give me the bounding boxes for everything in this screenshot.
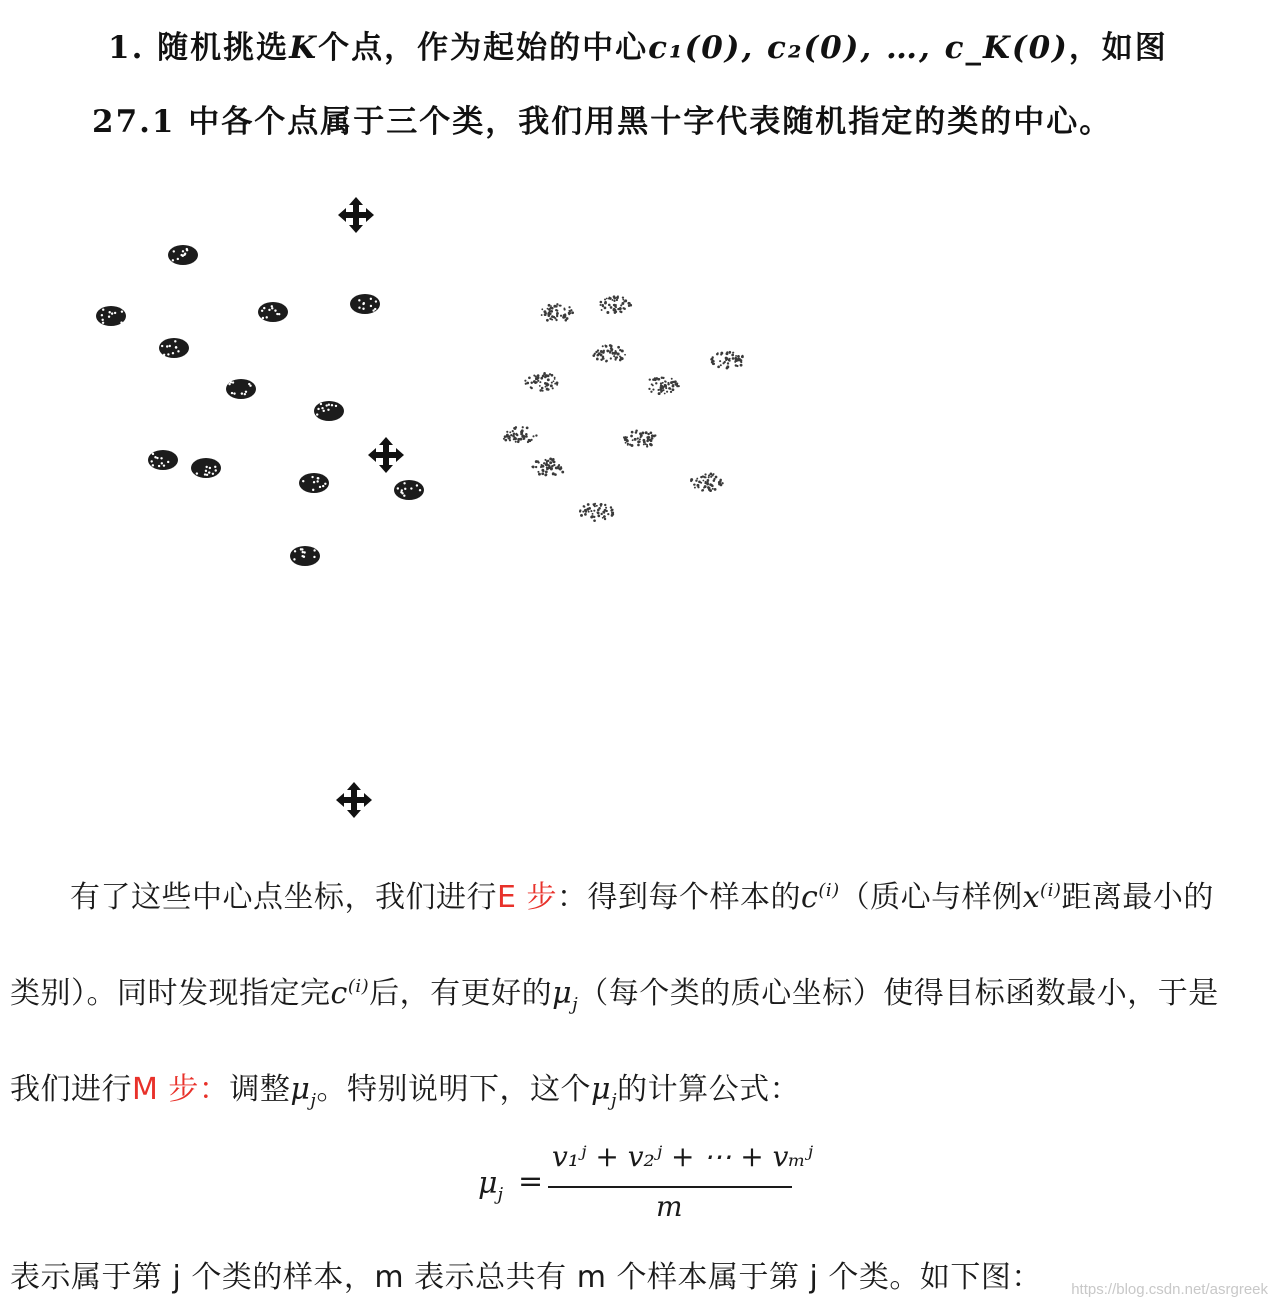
header-line-1 <box>108 22 1168 67</box>
fraction-bar <box>548 1186 792 1188</box>
formula-lhs <box>478 1166 503 1205</box>
symbol-c: c <box>801 880 819 915</box>
center-cross-icon <box>338 197 374 233</box>
watermark: https://blog.csdn.net/asrgreek <box>1071 1281 1268 1298</box>
text: （每个类的质心坐标）使得目标函数最小，于是 <box>578 976 1219 1011</box>
dark-point <box>191 458 221 478</box>
dark-point <box>258 302 288 322</box>
superscript-i: (i) <box>818 880 840 901</box>
header-text: 1. 随机挑选 <box>108 30 290 66</box>
light-point <box>623 430 657 448</box>
cluster-scatter-figure <box>0 170 800 830</box>
text: 后，有更好的 <box>369 976 553 1011</box>
subscript-j: j <box>310 1090 317 1111</box>
light-point <box>599 295 632 314</box>
header-line-2: 27.1 中各个点属于三个类，我们用黑十字代表随机指定的类的中心。 <box>92 104 1113 140</box>
paragraph-line-4: 表示属于第 j 个类的样本，m 表示总共有 m 个样本属于第 j 个类。如下图： <box>10 1260 1042 1295</box>
formula-denominator: m <box>656 1190 683 1223</box>
text: 的计算公式： <box>617 1072 801 1107</box>
dark-point <box>394 480 424 500</box>
light-point <box>592 344 626 362</box>
subscript-j: j <box>497 1184 504 1205</box>
symbol-k: K <box>289 30 319 66</box>
dark-point <box>350 294 380 314</box>
superscript-i: (i) <box>1040 880 1062 901</box>
text: 调整 <box>229 1072 291 1107</box>
symbol-c: c <box>330 976 348 1011</box>
center-cross-icon <box>368 437 404 473</box>
light-point <box>531 458 564 477</box>
text: ：得到每个样本的 <box>557 880 801 915</box>
center-cross-icon <box>336 782 372 818</box>
text: 类别）。同时发现指定完 <box>10 976 331 1011</box>
subscript-j: j <box>611 1090 618 1111</box>
header-text: ，如图 <box>1068 30 1168 66</box>
light-point <box>648 376 680 395</box>
text: 有了这些中心点坐标，我们进行 <box>70 880 497 915</box>
equals-sign: = <box>518 1164 544 1199</box>
dark-point <box>96 306 126 326</box>
dark-point <box>226 379 256 399</box>
dark-point <box>168 245 198 265</box>
text: 距离最小的 <box>1061 880 1214 915</box>
light-point <box>710 351 744 369</box>
dark-point <box>148 450 178 470</box>
formula-numerator: v₁ʲ + v₂ʲ + ⋯ + vₘʲ <box>552 1140 814 1173</box>
text: 。特别说明下，这个 <box>316 1072 592 1107</box>
dark-point <box>314 401 344 421</box>
light-point <box>690 472 724 492</box>
paragraph-line-1 <box>70 872 1214 916</box>
symbol-x: x <box>1022 880 1041 915</box>
centers-notation: c₁(0), c₂(0), …, c_K(0) <box>648 30 1069 66</box>
superscript-i: (i) <box>347 976 370 997</box>
symbol-mu: μ <box>591 1072 612 1107</box>
text: （质心与样例 <box>839 880 1023 915</box>
dark-point <box>290 546 320 566</box>
symbol-mu: μ <box>552 976 573 1011</box>
m-step-label: M 步： <box>132 1072 230 1107</box>
light-point <box>503 426 538 443</box>
paragraph-line-2 <box>10 968 1219 1015</box>
light-point <box>524 372 558 392</box>
light-point <box>541 303 574 322</box>
paragraph-line-3 <box>10 1064 800 1111</box>
symbol-mu: μ <box>290 1072 311 1107</box>
header-text: 个点，作为起始的中心 <box>318 30 649 66</box>
light-point <box>579 503 614 522</box>
subscript-j: j <box>572 994 579 1015</box>
dark-point <box>159 338 189 358</box>
symbol-mu: μ <box>478 1166 498 1201</box>
e-step-label: E 步 <box>497 880 557 915</box>
dark-point <box>299 473 329 493</box>
text: 我们进行 <box>10 1072 132 1107</box>
